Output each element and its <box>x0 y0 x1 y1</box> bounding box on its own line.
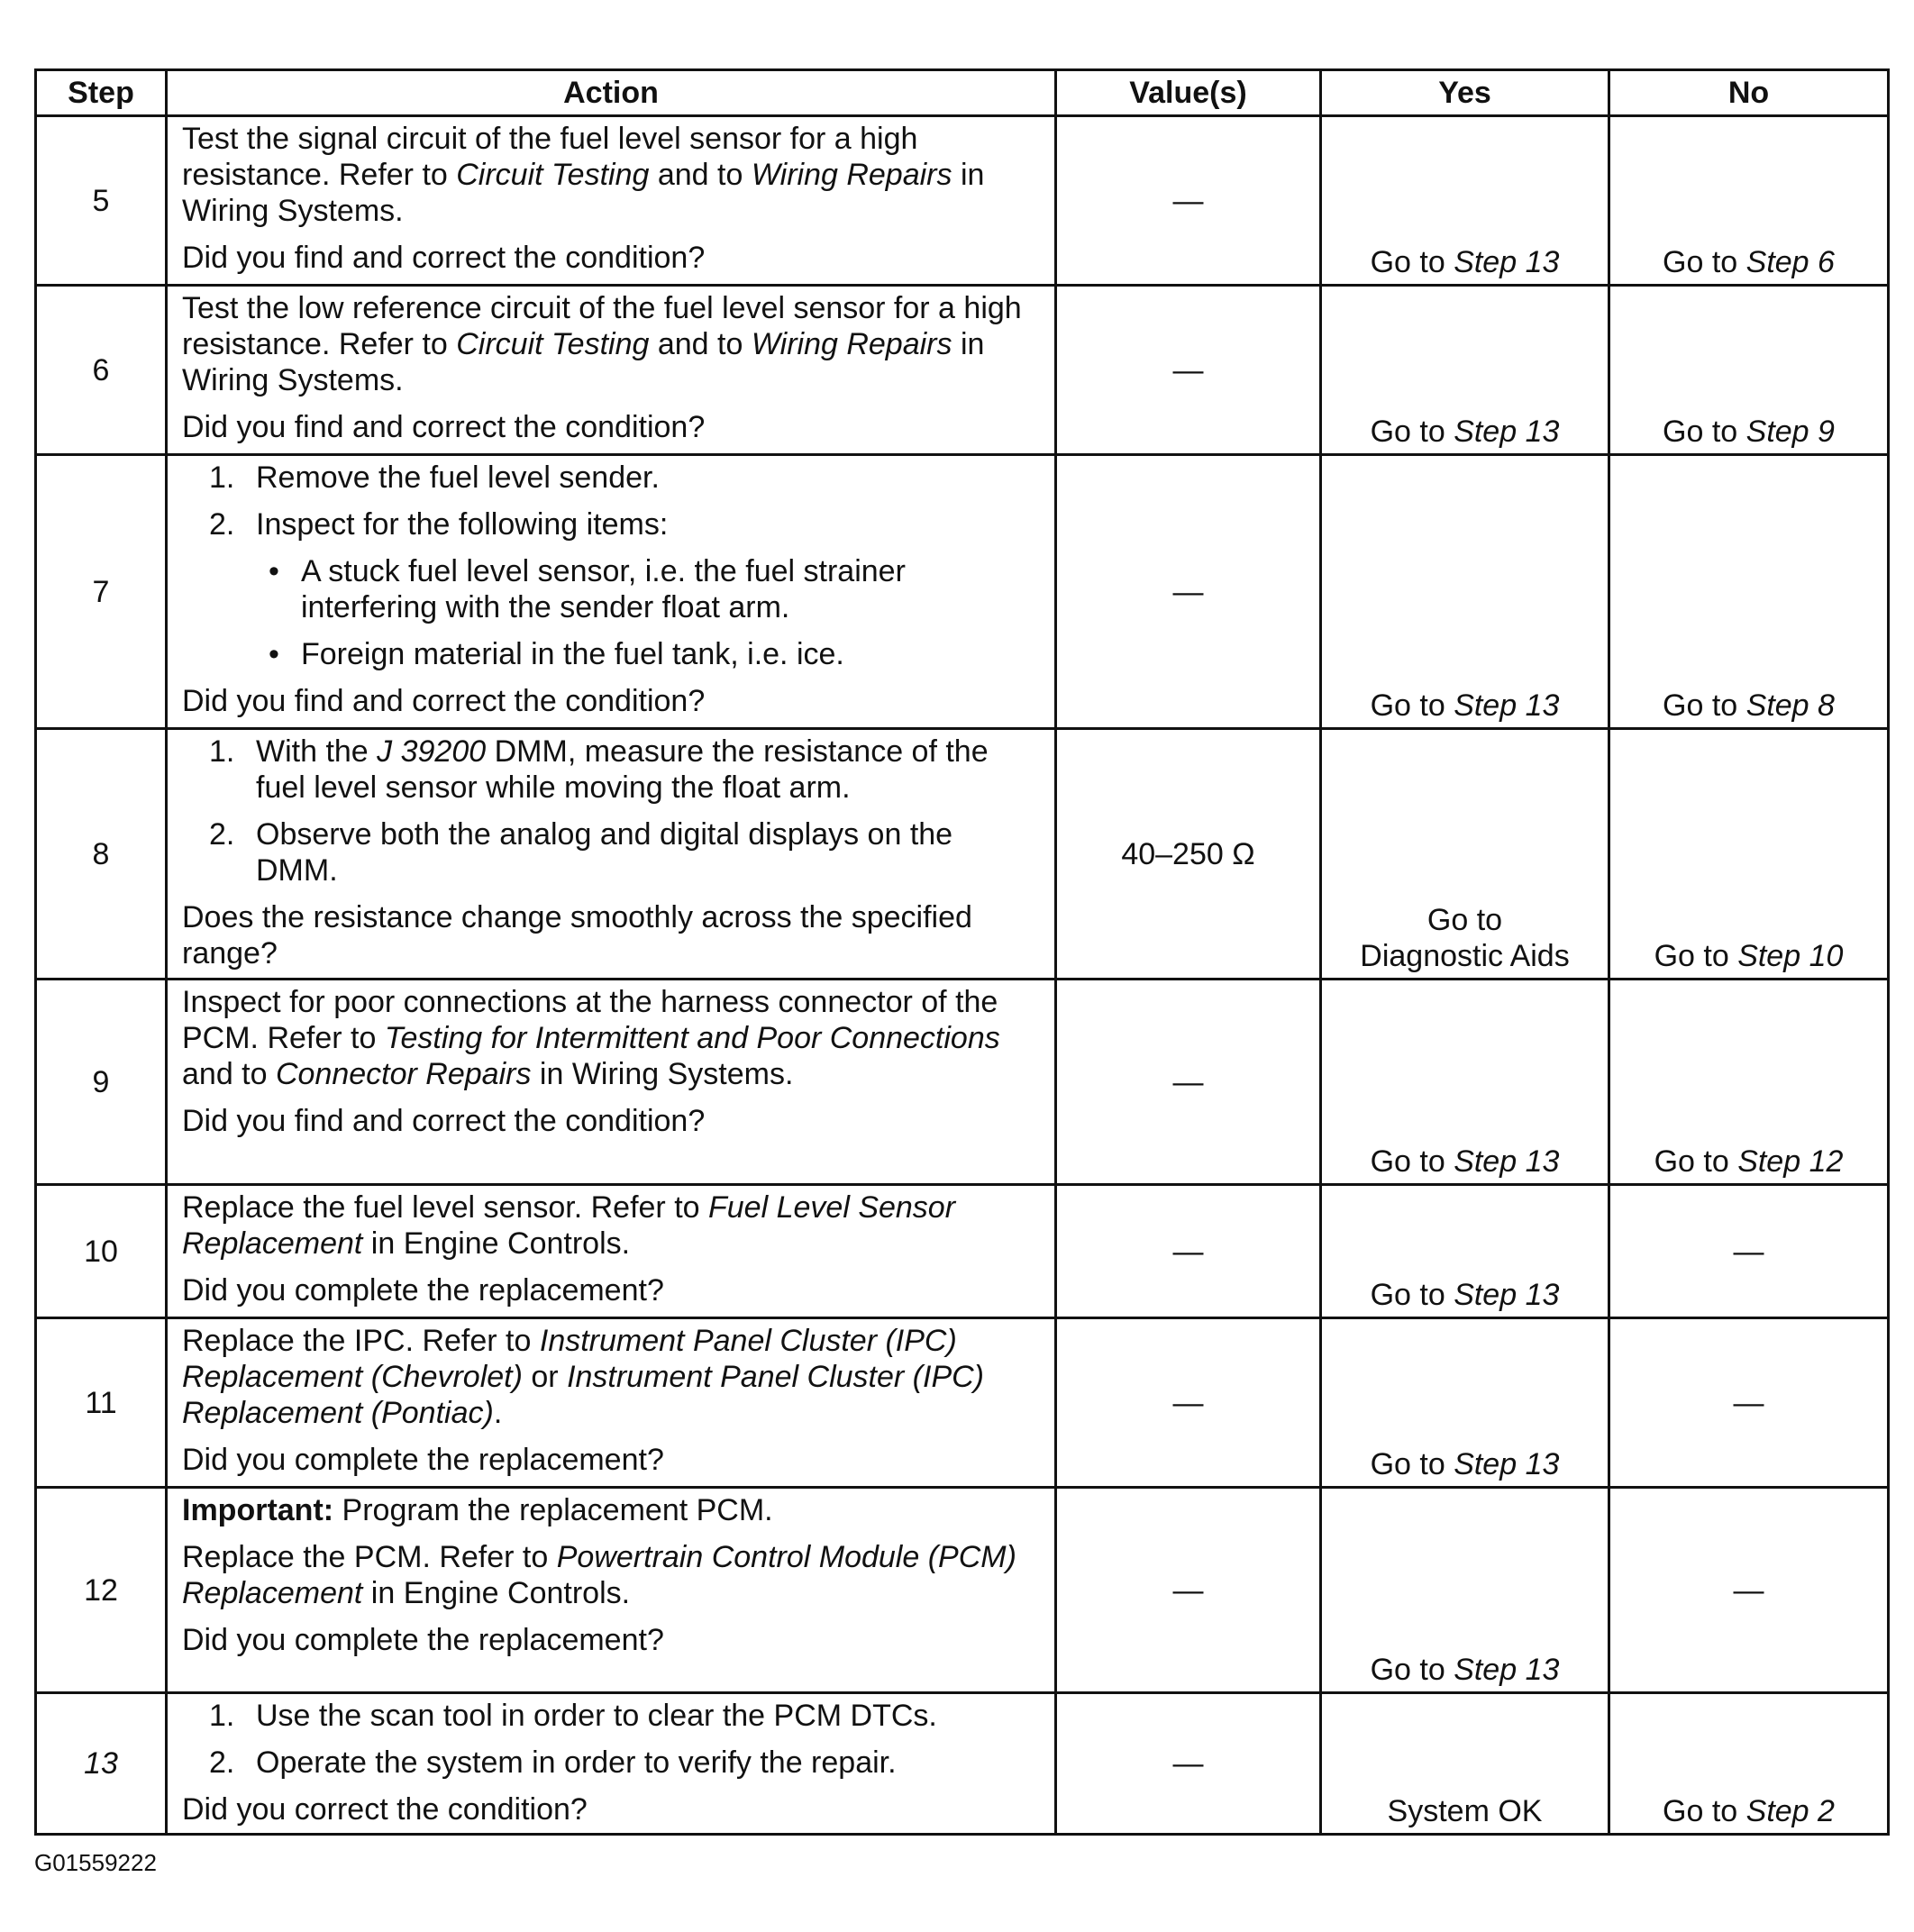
no-cell: Go to Step 2 <box>1609 1693 1889 1835</box>
header-yes: Yes <box>1321 70 1609 116</box>
table-row <box>36 286 1889 455</box>
action-question: Did you complete the replacement? <box>182 1623 664 1657</box>
yes-cell: Go to Step 13 <box>1321 286 1609 455</box>
action-cell <box>167 1693 1056 1835</box>
header-action: Action <box>167 70 1056 116</box>
value-cell: 40–250 Ω <box>1056 729 1321 980</box>
yes-cell: Go to Step 13 <box>1321 1488 1609 1693</box>
action-cell <box>167 1318 1056 1488</box>
reference-link: Wiring Repairs <box>751 158 952 192</box>
no-cell: — <box>1609 1185 1889 1318</box>
reference-link: Instrument Panel Cluster (IPC) Replacement (Chevrolet) <box>182 1324 957 1394</box>
bullet-list <box>256 553 1040 672</box>
value-cell: — <box>1056 1318 1321 1488</box>
action-question: Did you find and correct the condition? <box>182 684 706 718</box>
value-cell: — <box>1056 116 1321 286</box>
yes-cell: Go to Step 13 <box>1321 980 1609 1185</box>
value-cell: — <box>1056 1185 1321 1318</box>
header-values: Value(s) <box>1056 70 1321 116</box>
table-row <box>36 1488 1889 1693</box>
action-cell <box>167 116 1056 286</box>
list-item: 1. Use the scan tool in order to clear the PCM DTCs. <box>209 1699 937 1733</box>
action-question: Did you find and correct the condition? <box>182 1104 706 1138</box>
action-cell <box>167 980 1056 1185</box>
step-number: 9 <box>36 980 167 1185</box>
reference-link: Fuel Level Sensor Replacement <box>182 1190 956 1261</box>
no-cell: Go to Step 10 <box>1609 729 1889 980</box>
table-row <box>36 1318 1889 1488</box>
numbered-list <box>182 734 1040 889</box>
table-row <box>36 1185 1889 1318</box>
no-cell: Go to Step 12 <box>1609 980 1889 1185</box>
action-text: Replace the fuel level sensor. Refer to Fuel Level Sensor Replacement in Engine Controls. <box>182 1190 956 1261</box>
step-number: 5 <box>36 116 167 286</box>
action-question: Did you find and correct the condition? <box>182 241 706 275</box>
list-item: • A stuck fuel level sensor, i.e. the fuel strainer interfering with the sender float arm. <box>269 554 906 624</box>
action-question: Did you correct the condition? <box>182 1792 588 1827</box>
value-cell: — <box>1056 980 1321 1185</box>
list-item: 1. With the J 39200 DMM, measure the resistance of the fuel level sensor while moving the float arm. <box>209 734 989 805</box>
header-step: Step <box>36 70 167 116</box>
action-question: Does the resistance change smoothly across the specified range? <box>182 900 972 971</box>
value-cell: — <box>1056 286 1321 455</box>
tool-reference: J 39200 <box>377 734 487 769</box>
bullet-icon: • <box>269 637 279 671</box>
action-text: Test the signal circuit of the fuel level sensor for a high resistance. Refer to Circuit Testing and to Wiring Repairs in Wiring Systems. <box>182 122 985 228</box>
step-number: 7 <box>36 455 167 729</box>
header-no: No <box>1609 70 1889 116</box>
action-cell <box>167 286 1056 455</box>
no-cell: — <box>1609 1318 1889 1488</box>
value-cell: — <box>1056 1693 1321 1835</box>
table-row <box>36 729 1889 980</box>
header-row <box>36 70 1889 116</box>
yes-cell: Go to Diagnostic Aids <box>1321 729 1609 980</box>
action-cell <box>167 455 1056 729</box>
step-number: 13 <box>36 1693 167 1835</box>
action-cell <box>167 1488 1056 1693</box>
figure-code: G01559222 <box>34 1849 157 1876</box>
diagnostic-table <box>34 68 1890 1836</box>
reference-link: Powertrain Control Module (PCM) Replacement <box>182 1540 1016 1610</box>
action-question: Did you find and correct the condition? <box>182 410 706 444</box>
numbered-list <box>182 1698 1040 1781</box>
yes-cell: Go to Step 13 <box>1321 1185 1609 1318</box>
table-row <box>36 1693 1889 1835</box>
value-cell: — <box>1056 455 1321 729</box>
step-number: 11 <box>36 1318 167 1488</box>
action-cell <box>167 729 1056 980</box>
important-label: Important: <box>182 1493 334 1527</box>
value-cell: — <box>1056 1488 1321 1693</box>
table-row <box>36 455 1889 729</box>
action-question: Did you complete the replacement? <box>182 1273 664 1308</box>
reference-link: Wiring Repairs <box>751 327 952 361</box>
action-text: Inspect for poor connections at the harness connector of the PCM. Refer to Testing for Intermittent and Poor Connections and to Connector Repairs in Wiring Systems. <box>182 985 1000 1091</box>
bullet-icon: • <box>269 554 279 588</box>
reference-link: Connector Repairs <box>275 1057 532 1091</box>
step-number: 8 <box>36 729 167 980</box>
action-cell <box>167 1185 1056 1318</box>
important-note: Important: Program the replacement PCM. <box>182 1493 773 1527</box>
step-number: 6 <box>36 286 167 455</box>
action-text: Replace the PCM. Refer to Powertrain Control Module (PCM) Replacement in Engine Controls. <box>182 1540 1016 1610</box>
table-row <box>36 116 1889 286</box>
yes-cell: Go to Step 13 <box>1321 116 1609 286</box>
no-cell: Go to Step 8 <box>1609 455 1889 729</box>
yes-cell: System OK <box>1321 1693 1609 1835</box>
reference-link: Testing for Intermittent and Poor Connections <box>384 1021 1000 1055</box>
table-row <box>36 980 1889 1185</box>
list-item: • Foreign material in the fuel tank, i.e. ice. <box>269 637 844 671</box>
action-question: Did you complete the replacement? <box>182 1443 664 1477</box>
step-number: 12 <box>36 1488 167 1693</box>
list-item: 1. Remove the fuel level sender. <box>209 460 660 495</box>
action-text: Replace the IPC. Refer to Instrument Panel Cluster (IPC) Replacement (Chevrolet) or Instrument Panel Cluster (IPC) Replacement (Pontiac). <box>182 1324 984 1430</box>
reference-link: Instrument Panel Cluster (IPC) Replacement (Pontiac) <box>182 1360 984 1430</box>
yes-cell: Go to Step 13 <box>1321 1318 1609 1488</box>
reference-link: Circuit Testing <box>456 327 650 361</box>
yes-cell: Go to Step 13 <box>1321 455 1609 729</box>
step-number: 10 <box>36 1185 167 1318</box>
action-text: Test the low reference circuit of the fuel level sensor for a high resistance. Refer to Circuit Testing and to Wiring Repairs in Wiring Systems. <box>182 291 1022 397</box>
no-cell: — <box>1609 1488 1889 1693</box>
reference-link: Circuit Testing <box>456 158 650 192</box>
no-cell: Go to Step 9 <box>1609 286 1889 455</box>
list-item: 2. Operate the system in order to verify the repair. <box>209 1745 897 1780</box>
list-item: 2. Observe both the analog and digital displays on the DMM. <box>209 817 953 888</box>
list-item: 2. Inspect for the following items: • A stuck fuel level sensor, i.e. the fuel strainer interfering with the sender float arm. • Foreign material in the fuel tank, i.e. ice. <box>182 506 1040 672</box>
no-cell: Go to Step 6 <box>1609 116 1889 286</box>
numbered-list <box>182 460 1040 672</box>
